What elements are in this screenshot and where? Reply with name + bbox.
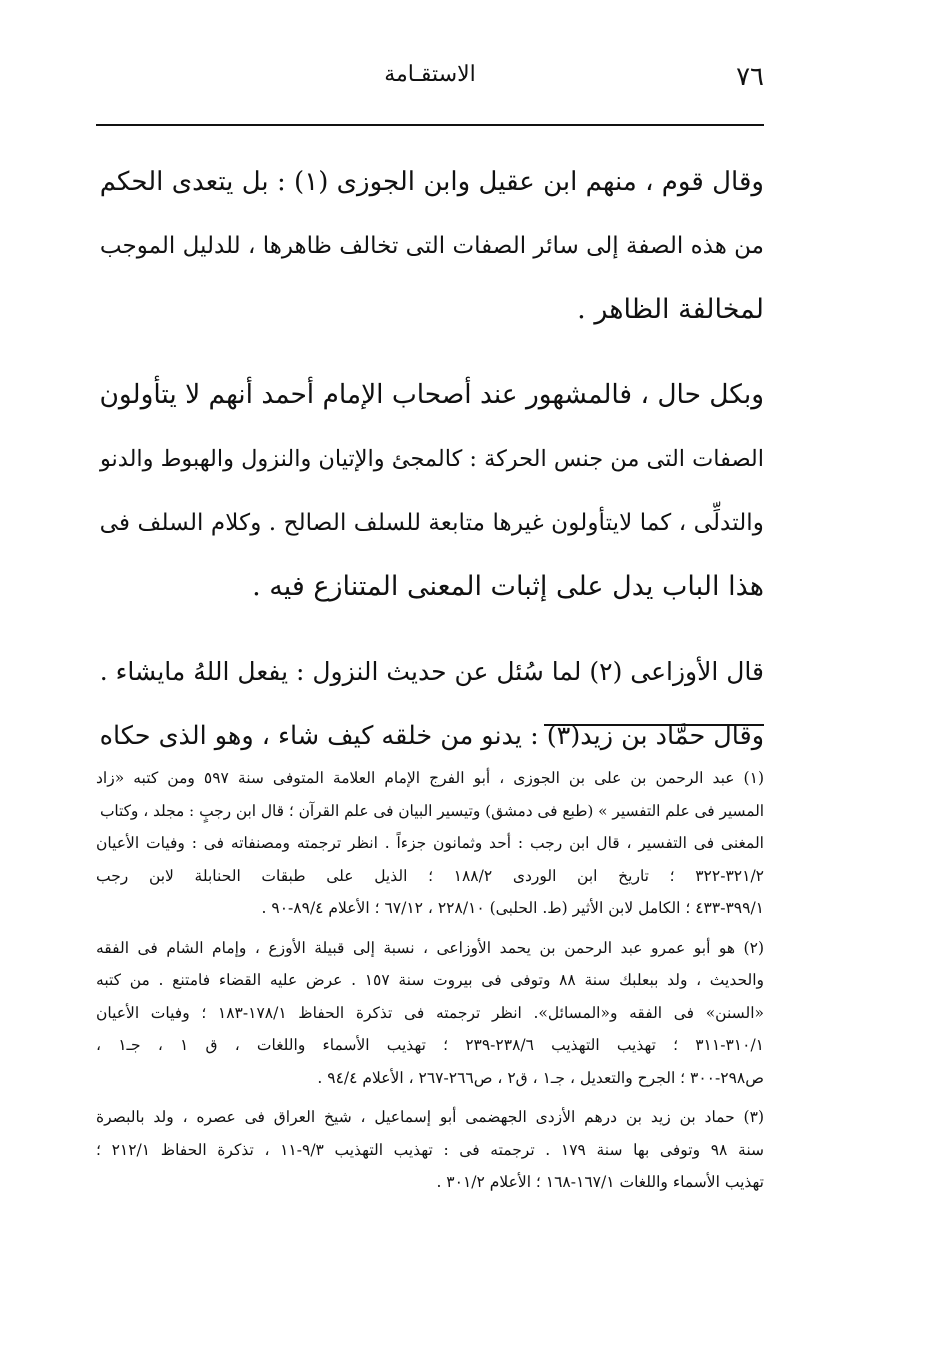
header-rule <box>96 124 764 126</box>
running-title: الاستقـامة <box>384 62 476 87</box>
text-line: قال الأوزاعى (٢) لما سُئل عن حديث النزول : يفعل اللهُ مايشاء . <box>99 657 764 686</box>
running-head <box>96 62 764 98</box>
footnotes <box>96 762 764 1199</box>
footnote-line: «السنن» فى الفقه و«المسائل». انظر ترجمته فى تذكرة الحفاظ ١٧٨/١-١٨٣ ؛ وفيات الأعيان <box>96 1003 764 1022</box>
footnote-line: والحديث ، ولد ببعلبك سنة ٨٨ وتوفى فى بيروت سنة ١٥٧ . عرض عليه القضاء فامتنع . من كتبه <box>96 971 764 989</box>
footnote-line: ٣٢١/٢-٣٢٢ ؛ تاريخ ابن الوردى ١٨٨/٢ ؛ الذيل على طبقات الحنابلة لابن رجب <box>96 866 764 885</box>
body-paragraph <box>96 640 764 768</box>
page-number: ٧٦ <box>736 62 764 92</box>
body-paragraph <box>96 363 764 619</box>
footnote-2 <box>96 932 764 1095</box>
footnote-line: ٣٩٩/١-٤٣٣ ؛ الكامل لابن الأثير (ط. الحلبى) ٢٢٨/١٠ ، ٦٧/١٢ ؛ الأعلام ٨٩/٤-٩٠ . <box>261 899 764 917</box>
footnote-line: ٣١٠/١-٣١١ ؛ تهذيب التهذيب ٢٣٨/٦-٢٣٩ ؛ تهذيب الأسماء واللغات ، ق ١ ، جـ١ ، <box>96 1036 764 1054</box>
footnote-separator <box>544 724 764 726</box>
text-line: وبكل حال ، فالمشهور عند أصحاب الإمام أحمد أنهم لا يتأولون <box>99 379 764 410</box>
main-text <box>96 150 764 768</box>
footnote-line: (٢) هو أبو عمرو عبد الرحمن بن يحمد الأوزاعى ، نسبة إلى قبيلة الأوزع ، وإمام الشام فى الفقه <box>96 938 764 957</box>
text-line: لمخالفة الظاهر . <box>577 294 764 325</box>
footnote-line: (٣) حماد بن زيد بن درهم الأزدى الجهضمى أبو إسماعيل ، شيخ العراق فى عصره ، ولد بالبصرة <box>96 1108 764 1126</box>
text-line: الصفات التى من جنس الحركة : كالمجئ والإتيان والنزول والهبوط والدنو <box>99 446 764 472</box>
footnote-3 <box>96 1101 764 1199</box>
text-line: وقال حمَّاد بن زيد(٣) : يدنو من خلقه كيف شاء ، وهو الذى حكاه <box>99 721 764 751</box>
footnote-line: المغنى فى التفسير ، قال ابن رجب : أحد وثمانون جزءاً . انظر ترجمته ومصنفاته فى : وفيات الأعيان <box>96 834 764 852</box>
body-paragraph <box>96 150 764 342</box>
footnote-line: (١) عبد الرحمن بن على بن الجوزى ، أبو الفرج الإمام العلامة المتوفى سنة ٥٩٧ ومن كتبه «زاد <box>96 769 764 787</box>
text-line: من هذه الصفة إلى سائر الصفات التى تخالف ظاهرها ، للدليل الموجب <box>99 233 764 259</box>
footnote-line: المسير فى علم التفسير » (طبع فى دمشق) وتيسير البيان فى علم القرآن ؛ قال ابن رجبٍ : مجلد ، وكتاب <box>99 801 764 820</box>
text-line: هذا الباب يدل على إثبات المعنى المتنازع فيه . <box>252 571 764 602</box>
footnote-1 <box>96 762 764 925</box>
text-line: والتدلِّى ، كما لايتأولون غيرها متابعة للسلف الصالح . وكلام السلف فى <box>99 509 764 536</box>
text-line: وقال قوم ، منهم ابن عقيل وابن الجوزى (١) : بل يتعدى الحكم <box>99 167 764 197</box>
footnote-line: سنة ٩٨ وتوفى بها سنة ١٧٩ . ترجمته فى : تهذيب التهذيب ٩/٣-١١ ، تذكرة الحفاظ ٢١٢/١ ؛ <box>95 1140 764 1159</box>
footnote-line: تهذيب الأسماء واللغات ١٦٧/١-١٦٨ ؛ الأعلام ٣٠١/٢ . <box>436 1173 764 1191</box>
footnote-line: ص٢٩٨-٣٠٠ ؛ الجرح والتعديل ، جـ١ ، ق٢ ، ص٢٦٦-٢٦٧ ، الأعلام ٩٤/٤ . <box>317 1068 764 1087</box>
